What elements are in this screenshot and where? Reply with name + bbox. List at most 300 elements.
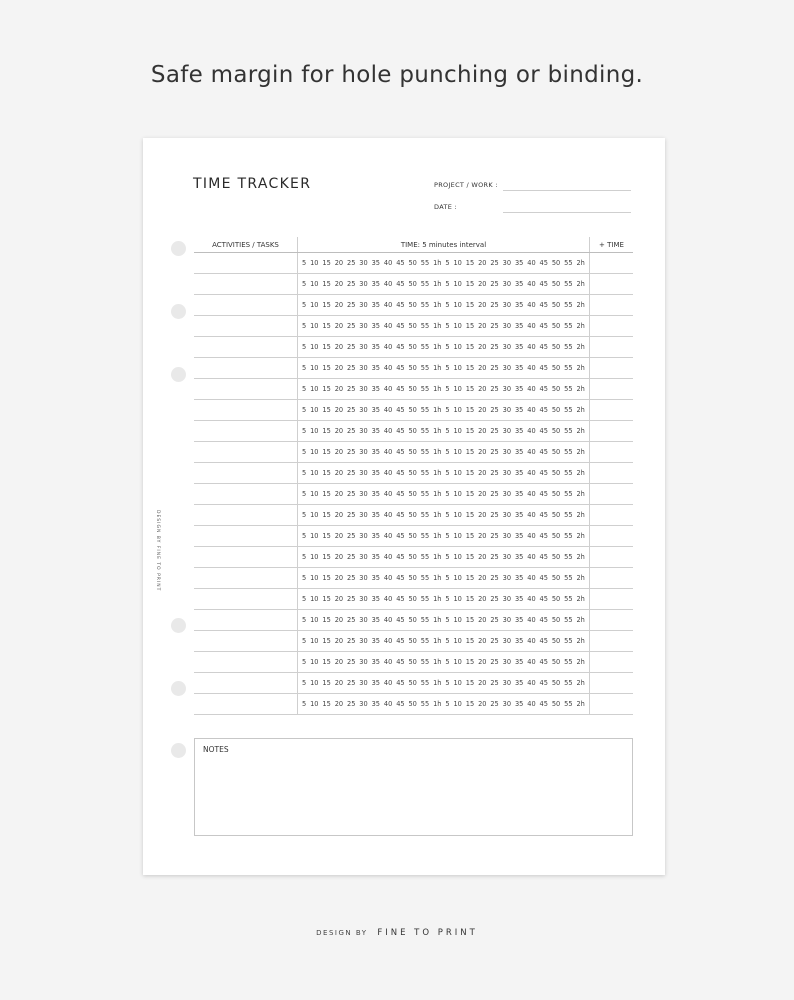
plus-time-cell[interactable] xyxy=(590,274,634,295)
time-slot[interactable]: 10 xyxy=(310,616,319,624)
time-slot[interactable]: 20 xyxy=(334,658,344,666)
time-slot[interactable]: 15 xyxy=(465,301,475,309)
time-slot[interactable]: 15 xyxy=(322,637,331,645)
time-slot[interactable]: 5 xyxy=(445,448,450,456)
time-slot[interactable]: 30 xyxy=(359,427,368,435)
time-slot[interactable]: 55 xyxy=(564,595,573,603)
time-slot[interactable]: 20 xyxy=(478,322,487,330)
time-slot[interactable]: 50 xyxy=(408,385,417,393)
time-slot[interactable]: 55 xyxy=(420,448,430,456)
time-slot[interactable]: 30 xyxy=(502,637,512,645)
time-slot[interactable]: 10 xyxy=(310,385,319,393)
time-slot[interactable]: 55 xyxy=(564,490,573,498)
time-slot[interactable]: 25 xyxy=(347,385,356,393)
time-slot[interactable]: 40 xyxy=(527,280,536,288)
time-slot[interactable]: 50 xyxy=(551,532,561,540)
time-slot[interactable]: 55 xyxy=(420,469,430,477)
time-slot[interactable]: 45 xyxy=(396,679,405,687)
time-slot[interactable]: 30 xyxy=(359,595,368,603)
time-slot[interactable]: 10 xyxy=(310,490,319,498)
time-slot[interactable]: 10 xyxy=(310,301,319,309)
time-slot[interactable]: 5 xyxy=(445,406,450,414)
time-slot[interactable]: 5 xyxy=(445,280,450,288)
time-slot[interactable]: 25 xyxy=(490,322,499,330)
plus-time-cell[interactable] xyxy=(590,337,634,358)
time-slot[interactable]: 25 xyxy=(490,595,499,603)
time-slot[interactable]: 30 xyxy=(359,259,368,267)
time-slot[interactable]: 45 xyxy=(539,406,548,414)
activity-cell[interactable] xyxy=(194,673,298,694)
time-slot[interactable]: 10 xyxy=(310,469,319,477)
time-slot[interactable]: 15 xyxy=(465,364,475,372)
time-slot[interactable]: 45 xyxy=(396,259,405,267)
time-slot[interactable]: 45 xyxy=(396,343,405,351)
plus-time-cell[interactable] xyxy=(590,505,634,526)
time-slot[interactable]: 5 xyxy=(302,574,307,582)
time-slot[interactable]: 25 xyxy=(347,469,356,477)
time-slot[interactable]: 20 xyxy=(334,574,344,582)
time-slot[interactable]: 40 xyxy=(527,406,536,414)
time-slot[interactable]: 35 xyxy=(514,280,524,288)
time-slot[interactable]: 35 xyxy=(371,427,380,435)
time-slot[interactable]: 50 xyxy=(551,448,561,456)
time-slot[interactable]: 25 xyxy=(490,532,499,540)
time-slot[interactable]: 10 xyxy=(310,511,319,519)
time-slot[interactable]: 50 xyxy=(551,406,561,414)
time-slot[interactable]: 50 xyxy=(408,322,417,330)
time-slot[interactable]: 55 xyxy=(420,427,430,435)
time-slot[interactable]: 50 xyxy=(408,259,417,267)
time-slot[interactable]: 30 xyxy=(359,322,368,330)
plus-time-cell[interactable] xyxy=(590,526,634,547)
time-slot[interactable]: 40 xyxy=(527,322,536,330)
time-slot[interactable]: 45 xyxy=(539,427,548,435)
activity-cell[interactable] xyxy=(194,400,298,421)
time-slot[interactable]: 1h xyxy=(433,637,442,645)
time-slot[interactable]: 5 xyxy=(445,574,450,582)
time-slot[interactable]: 30 xyxy=(359,280,368,288)
time-slot[interactable]: 20 xyxy=(334,448,344,456)
time-slot[interactable]: 30 xyxy=(502,700,512,708)
time-slot[interactable]: 55 xyxy=(420,406,430,414)
time-slot[interactable]: 25 xyxy=(347,490,356,498)
time-slot[interactable]: 15 xyxy=(322,595,331,603)
time-slot[interactable]: 35 xyxy=(371,490,380,498)
time-slot[interactable]: 20 xyxy=(334,637,344,645)
time-slot[interactable]: 40 xyxy=(383,511,393,519)
time-slot[interactable]: 5 xyxy=(302,595,307,603)
time-slot[interactable]: 35 xyxy=(371,301,380,309)
time-slot[interactable]: 10 xyxy=(453,343,462,351)
time-slot[interactable]: 40 xyxy=(527,595,536,603)
time-slot[interactable]: 45 xyxy=(396,700,405,708)
plus-time-cell[interactable] xyxy=(590,316,634,337)
plus-time-cell[interactable] xyxy=(590,295,634,316)
activity-cell[interactable] xyxy=(194,337,298,358)
plus-time-cell[interactable] xyxy=(590,610,634,631)
time-slot[interactable]: 30 xyxy=(502,511,512,519)
time-slot[interactable]: 5 xyxy=(445,658,450,666)
time-slot[interactable]: 20 xyxy=(478,259,487,267)
time-slot[interactable]: 25 xyxy=(347,700,356,708)
time-slot[interactable]: 50 xyxy=(408,595,417,603)
time-slot[interactable]: 40 xyxy=(527,469,536,477)
time-slot[interactable]: 35 xyxy=(514,511,524,519)
time-slot[interactable]: 15 xyxy=(322,385,331,393)
time-slot[interactable]: 45 xyxy=(539,658,548,666)
time-slot[interactable]: 50 xyxy=(408,301,417,309)
time-slot[interactable]: 5 xyxy=(445,490,450,498)
time-slot[interactable]: 15 xyxy=(465,448,475,456)
time-slot[interactable]: 55 xyxy=(420,364,430,372)
plus-time-cell[interactable] xyxy=(590,694,634,715)
time-slot[interactable]: 35 xyxy=(514,679,524,687)
time-slot[interactable]: 40 xyxy=(527,637,536,645)
time-slot[interactable]: 15 xyxy=(465,259,475,267)
time-slot[interactable]: 15 xyxy=(322,532,331,540)
time-slot[interactable]: 30 xyxy=(359,658,368,666)
time-slot[interactable]: 25 xyxy=(347,280,356,288)
time-slot[interactable]: 40 xyxy=(527,553,536,561)
time-slot[interactable]: 15 xyxy=(465,574,475,582)
time-slot[interactable]: 15 xyxy=(465,511,475,519)
time-slot[interactable]: 45 xyxy=(539,364,548,372)
time-slot[interactable]: 25 xyxy=(347,301,356,309)
time-slot[interactable]: 45 xyxy=(396,490,405,498)
time-slot[interactable]: 35 xyxy=(514,427,524,435)
time-slot[interactable]: 1h xyxy=(433,301,442,309)
time-slot[interactable]: 50 xyxy=(551,343,561,351)
time-slot[interactable]: 10 xyxy=(310,322,319,330)
time-slot[interactable]: 40 xyxy=(383,280,393,288)
time-slot[interactable]: 45 xyxy=(539,574,548,582)
time-slot[interactable]: 30 xyxy=(502,280,512,288)
time-slot[interactable]: 30 xyxy=(359,616,368,624)
time-slot[interactable]: 30 xyxy=(502,406,512,414)
time-slot[interactable]: 10 xyxy=(310,595,319,603)
time-slot[interactable]: 55 xyxy=(420,574,430,582)
time-slot[interactable]: 40 xyxy=(527,448,536,456)
time-slot[interactable]: 50 xyxy=(408,616,417,624)
time-slot[interactable]: 30 xyxy=(502,553,512,561)
time-slot[interactable]: 20 xyxy=(478,406,487,414)
time-slot[interactable]: 45 xyxy=(396,406,405,414)
time-slot[interactable]: 5 xyxy=(445,259,450,267)
time-slot[interactable]: 50 xyxy=(408,658,417,666)
time-slot[interactable]: 25 xyxy=(490,574,499,582)
time-slot[interactable]: 15 xyxy=(322,616,331,624)
time-slot[interactable]: 50 xyxy=(408,511,417,519)
time-slot[interactable]: 10 xyxy=(310,448,319,456)
time-slot[interactable]: 15 xyxy=(322,700,331,708)
time-slot[interactable]: 55 xyxy=(420,553,430,561)
time-slot[interactable]: 1h xyxy=(433,574,442,582)
time-slot[interactable]: 10 xyxy=(310,364,319,372)
time-slot[interactable]: 55 xyxy=(564,574,573,582)
plus-time-cell[interactable] xyxy=(590,253,634,274)
time-slot[interactable]: 1h xyxy=(433,385,442,393)
activity-cell[interactable] xyxy=(194,421,298,442)
time-slot[interactable]: 30 xyxy=(502,301,512,309)
time-slot[interactable]: 15 xyxy=(322,427,331,435)
time-slot[interactable]: 35 xyxy=(514,532,524,540)
time-slot[interactable]: 20 xyxy=(478,595,487,603)
plus-time-cell[interactable] xyxy=(590,673,634,694)
time-slot[interactable]: 50 xyxy=(551,511,561,519)
time-slot[interactable]: 45 xyxy=(396,595,405,603)
time-slot[interactable]: 10 xyxy=(453,364,462,372)
time-slot[interactable]: 1h xyxy=(433,448,442,456)
time-slot[interactable]: 55 xyxy=(564,301,573,309)
time-slot[interactable]: 5 xyxy=(445,427,450,435)
time-slot[interactable]: 5 xyxy=(302,385,307,393)
time-slot[interactable]: 5 xyxy=(302,700,307,708)
time-slot[interactable]: 35 xyxy=(514,637,524,645)
time-slot[interactable]: 10 xyxy=(453,700,462,708)
time-slot[interactable]: 45 xyxy=(539,490,548,498)
time-slot[interactable]: 55 xyxy=(420,532,430,540)
time-slot[interactable]: 30 xyxy=(359,574,368,582)
time-slot[interactable]: 40 xyxy=(383,301,393,309)
time-slot[interactable]: 25 xyxy=(490,679,499,687)
time-slot[interactable]: 35 xyxy=(371,574,380,582)
time-slot[interactable]: 30 xyxy=(359,532,368,540)
time-slot[interactable]: 55 xyxy=(564,259,573,267)
time-slot[interactable]: 2h xyxy=(576,595,585,603)
time-slot[interactable]: 50 xyxy=(551,280,561,288)
time-slot[interactable]: 30 xyxy=(359,364,368,372)
time-slot[interactable]: 55 xyxy=(564,616,573,624)
time-slot[interactable]: 15 xyxy=(322,343,331,351)
time-slot[interactable]: 15 xyxy=(322,553,331,561)
time-slot[interactable]: 40 xyxy=(527,259,536,267)
time-slot[interactable]: 50 xyxy=(551,364,561,372)
time-slot[interactable]: 25 xyxy=(490,616,499,624)
time-slot[interactable]: 30 xyxy=(359,301,368,309)
time-slot[interactable]: 40 xyxy=(383,679,393,687)
time-slot[interactable]: 35 xyxy=(371,679,380,687)
time-slot[interactable]: 45 xyxy=(539,700,548,708)
time-slot[interactable]: 40 xyxy=(527,700,536,708)
time-slot[interactable]: 50 xyxy=(408,280,417,288)
time-slot[interactable]: 35 xyxy=(514,574,524,582)
time-slot[interactable]: 25 xyxy=(347,343,356,351)
time-slot[interactable]: 20 xyxy=(334,616,344,624)
time-slot[interactable]: 5 xyxy=(445,385,450,393)
time-slot[interactable]: 10 xyxy=(453,679,462,687)
time-slot[interactable]: 50 xyxy=(551,574,561,582)
time-slot[interactable]: 45 xyxy=(396,574,405,582)
plus-time-cell[interactable] xyxy=(590,463,634,484)
plus-time-cell[interactable] xyxy=(590,358,634,379)
time-slot[interactable]: 35 xyxy=(371,616,380,624)
time-slot[interactable]: 25 xyxy=(347,448,356,456)
time-slot[interactable]: 35 xyxy=(514,553,524,561)
time-slot[interactable]: 50 xyxy=(551,700,561,708)
time-slot[interactable]: 45 xyxy=(539,259,548,267)
time-slot[interactable]: 1h xyxy=(433,259,442,267)
time-slot[interactable]: 55 xyxy=(420,679,430,687)
time-slot[interactable]: 15 xyxy=(465,427,475,435)
time-slot[interactable]: 55 xyxy=(564,658,573,666)
time-slot[interactable]: 35 xyxy=(371,637,380,645)
time-slot[interactable]: 15 xyxy=(322,469,331,477)
time-slot[interactable]: 20 xyxy=(478,637,487,645)
time-slot[interactable]: 30 xyxy=(359,700,368,708)
time-slot[interactable]: 15 xyxy=(465,595,475,603)
time-slot[interactable]: 30 xyxy=(502,616,512,624)
time-slot[interactable]: 10 xyxy=(453,427,462,435)
time-slot[interactable]: 25 xyxy=(490,427,499,435)
time-slot[interactable]: 25 xyxy=(490,364,499,372)
time-slot[interactable]: 15 xyxy=(465,406,475,414)
time-slot[interactable]: 20 xyxy=(334,553,344,561)
time-slot[interactable]: 10 xyxy=(453,280,462,288)
time-slot[interactable]: 55 xyxy=(420,595,430,603)
time-slot[interactable]: 35 xyxy=(514,700,524,708)
time-slot[interactable]: 5 xyxy=(445,553,450,561)
time-slot[interactable]: 15 xyxy=(465,553,475,561)
time-slot[interactable]: 2h xyxy=(576,259,585,267)
time-slot[interactable]: 1h xyxy=(433,511,442,519)
time-slot[interactable]: 20 xyxy=(334,679,344,687)
time-slot[interactable]: 10 xyxy=(310,406,319,414)
time-slot[interactable]: 35 xyxy=(514,322,524,330)
time-slot[interactable]: 2h xyxy=(576,574,585,582)
time-slot[interactable]: 35 xyxy=(371,385,380,393)
time-slot[interactable]: 40 xyxy=(383,343,393,351)
time-slot[interactable]: 20 xyxy=(334,511,344,519)
time-slot[interactable]: 15 xyxy=(322,658,331,666)
time-slot[interactable]: 20 xyxy=(478,448,487,456)
time-slot[interactable]: 35 xyxy=(514,490,524,498)
time-slot[interactable]: 5 xyxy=(445,364,450,372)
time-slot[interactable]: 20 xyxy=(478,553,487,561)
time-slot[interactable]: 2h xyxy=(576,616,585,624)
time-slot[interactable]: 5 xyxy=(302,322,307,330)
time-slot[interactable]: 10 xyxy=(310,259,319,267)
time-slot[interactable]: 45 xyxy=(396,364,405,372)
time-slot[interactable]: 40 xyxy=(527,574,536,582)
time-slot[interactable]: 5 xyxy=(302,259,307,267)
time-slot[interactable]: 15 xyxy=(465,280,475,288)
time-slot[interactable]: 10 xyxy=(453,406,462,414)
time-slot[interactable]: 30 xyxy=(359,385,368,393)
time-slot[interactable]: 40 xyxy=(383,322,393,330)
time-slot[interactable]: 10 xyxy=(453,259,462,267)
time-slot[interactable]: 55 xyxy=(420,280,430,288)
time-slot[interactable]: 25 xyxy=(347,574,356,582)
time-slot[interactable]: 2h xyxy=(576,406,585,414)
time-slot[interactable]: 15 xyxy=(322,280,331,288)
time-slot[interactable]: 5 xyxy=(302,532,307,540)
time-slot[interactable]: 50 xyxy=(408,364,417,372)
time-slot[interactable]: 25 xyxy=(490,553,499,561)
time-slot[interactable]: 20 xyxy=(478,532,487,540)
time-slot[interactable]: 20 xyxy=(334,700,344,708)
time-slot[interactable]: 15 xyxy=(465,679,475,687)
time-slot[interactable]: 5 xyxy=(445,700,450,708)
time-slot[interactable]: 35 xyxy=(371,595,380,603)
time-slot[interactable]: 35 xyxy=(371,469,380,477)
time-slot[interactable]: 45 xyxy=(396,427,405,435)
time-slot[interactable]: 50 xyxy=(408,490,417,498)
time-slot[interactable]: 20 xyxy=(478,574,487,582)
time-slot[interactable]: 45 xyxy=(539,637,548,645)
activity-cell[interactable] xyxy=(194,568,298,589)
time-slot[interactable]: 45 xyxy=(396,301,405,309)
time-slot[interactable]: 40 xyxy=(527,679,536,687)
time-slot[interactable]: 1h xyxy=(433,427,442,435)
time-slot[interactable]: 5 xyxy=(302,490,307,498)
time-slot[interactable]: 5 xyxy=(302,616,307,624)
activity-cell[interactable] xyxy=(194,358,298,379)
time-slot[interactable]: 30 xyxy=(359,490,368,498)
time-slot[interactable]: 30 xyxy=(359,406,368,414)
time-slot[interactable]: 15 xyxy=(322,574,331,582)
time-slot[interactable]: 15 xyxy=(322,322,331,330)
time-slot[interactable]: 10 xyxy=(453,469,462,477)
time-slot[interactable]: 35 xyxy=(514,595,524,603)
time-slot[interactable]: 40 xyxy=(383,574,393,582)
time-slot[interactable]: 5 xyxy=(302,469,307,477)
time-slot[interactable]: 10 xyxy=(453,658,462,666)
time-slot[interactable]: 30 xyxy=(502,322,512,330)
time-slot[interactable]: 10 xyxy=(453,616,462,624)
time-slot[interactable]: 15 xyxy=(465,322,475,330)
time-slot[interactable]: 55 xyxy=(420,343,430,351)
time-slot[interactable]: 5 xyxy=(445,532,450,540)
time-slot[interactable]: 25 xyxy=(347,532,356,540)
time-slot[interactable]: 25 xyxy=(347,427,356,435)
time-slot[interactable]: 2h xyxy=(576,679,585,687)
time-slot[interactable]: 15 xyxy=(465,532,475,540)
time-slot[interactable]: 25 xyxy=(490,343,499,351)
time-slot[interactable]: 10 xyxy=(453,448,462,456)
time-slot[interactable]: 35 xyxy=(371,700,380,708)
time-slot[interactable]: 25 xyxy=(347,553,356,561)
time-slot[interactable]: 20 xyxy=(478,280,487,288)
time-slot[interactable]: 40 xyxy=(383,448,393,456)
time-slot[interactable]: 15 xyxy=(465,616,475,624)
time-slot[interactable]: 1h xyxy=(433,469,442,477)
time-slot[interactable]: 45 xyxy=(396,385,405,393)
time-slot[interactable]: 40 xyxy=(527,427,536,435)
time-slot[interactable]: 25 xyxy=(347,259,356,267)
time-slot[interactable]: 30 xyxy=(359,637,368,645)
time-slot[interactable]: 50 xyxy=(551,679,561,687)
time-slot[interactable]: 55 xyxy=(564,511,573,519)
plus-time-cell[interactable] xyxy=(590,568,634,589)
time-slot[interactable]: 45 xyxy=(539,385,548,393)
time-slot[interactable]: 30 xyxy=(502,448,512,456)
time-slot[interactable]: 10 xyxy=(310,637,319,645)
time-slot[interactable]: 2h xyxy=(576,511,585,519)
time-slot[interactable]: 25 xyxy=(490,700,499,708)
time-slot[interactable]: 50 xyxy=(551,322,561,330)
time-slot[interactable]: 20 xyxy=(334,301,344,309)
time-slot[interactable]: 30 xyxy=(359,469,368,477)
time-slot[interactable]: 25 xyxy=(347,322,356,330)
time-slot[interactable]: 40 xyxy=(383,469,393,477)
plus-time-cell[interactable] xyxy=(590,547,634,568)
time-slot[interactable]: 10 xyxy=(453,490,462,498)
time-slot[interactable]: 35 xyxy=(514,616,524,624)
time-slot[interactable]: 10 xyxy=(453,595,462,603)
time-slot[interactable]: 10 xyxy=(310,553,319,561)
time-slot[interactable]: 35 xyxy=(514,406,524,414)
time-slot[interactable]: 55 xyxy=(564,448,573,456)
